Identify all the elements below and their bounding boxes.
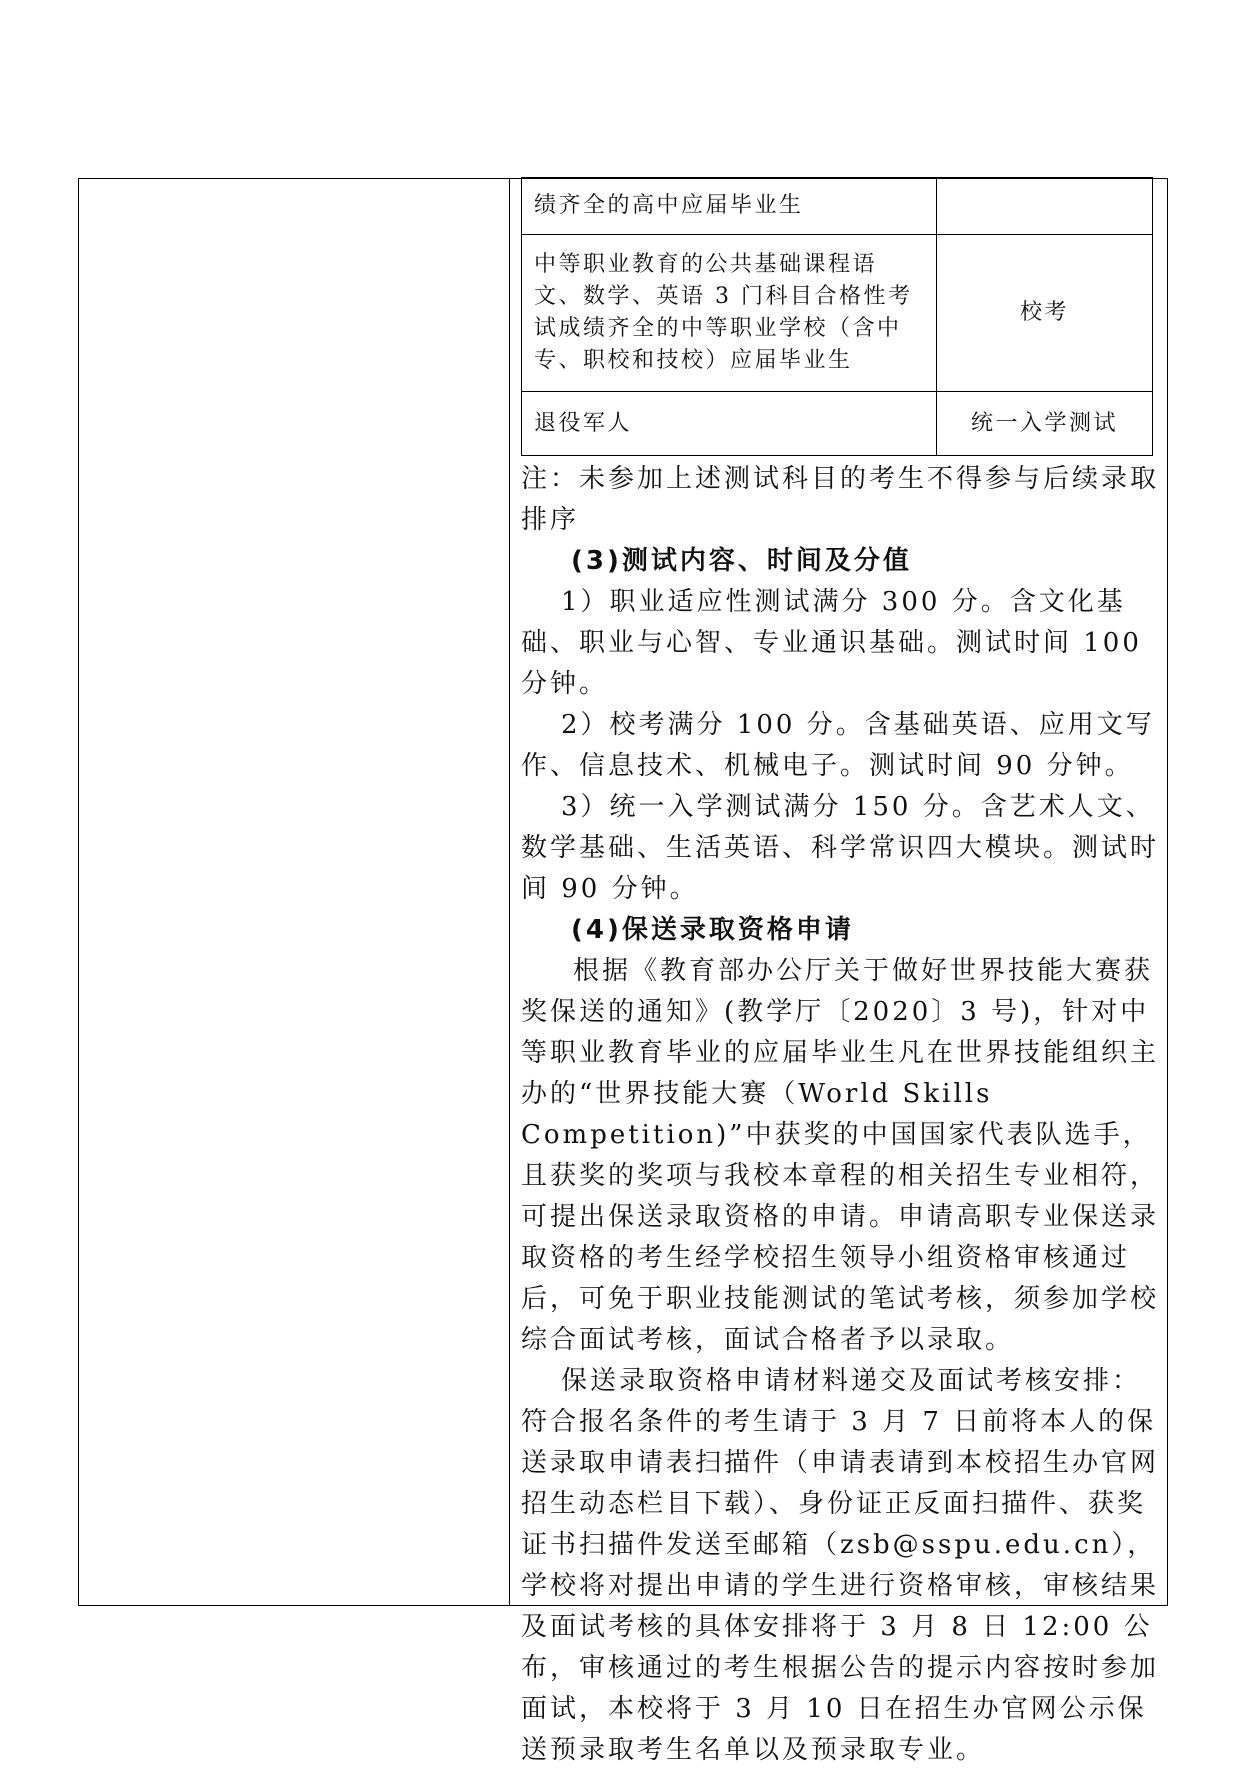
column-divider: [509, 179, 510, 1605]
right-cell: [511, 179, 1167, 1765]
table-row: [522, 178, 1153, 235]
test-item-2: 2）校考满分 100 分。含基础英语、应用文写作、信息技术、机械电子。测试时间 90 分钟。: [521, 710, 1155, 781]
paragraph-application-procedure: 保送录取资格申请材料递交及面试考核安排：符合报名条件的考生请于 3 月 7 日前将本人的保送录取申请表扫描件（申请表请到本校招生办官网招生动态栏目下载）、身份证正反面扫描件、获奖证书扫描件发送至邮箱（zsb@sspu.edu.cn），学校将对提出申请的学生进行资格审核，审核结果及面试考核的具体安排将于 3 月 8 日 12:00 公布，审核通过的考生根据公告的提示内容按时参加面试，本校将于 3 月 10 日在招生办官网公示保送预录取考生名单以及预录取专业。: [521, 1366, 1160, 1765]
content-body: [521, 459, 1167, 1771]
table-row: [522, 235, 1153, 392]
test-type-table: [521, 177, 1153, 456]
table-cell-test: 校考: [937, 235, 1153, 392]
section-heading-3: (3)测试内容、时间及分值: [571, 546, 912, 576]
table-row: [522, 392, 1153, 456]
table-cell-test: [937, 178, 1153, 235]
outer-table: [78, 178, 1168, 1765]
section-heading-4: (4)保送录取资格申请: [571, 915, 854, 945]
paragraph-recommendation-basis: 根据《教育部办公厅关于做好世界技能大赛获奖保送的通知》(教学厅〔2020〕3 号)，针对中等职业教育毕业的应届毕业生凡在世界技能组织主办的“世界技能大赛（World Skills Competition)”中获奖的中国国家代表队选手，且获奖的奖项与我校本章程的相关招生专业相符，可提出保送录取资格的申请。申请高职专业保送录取资格的考生经学校招生领导小组资格审核通过后，可免于职业技能测试的笔试考核，须参加学校综合面试考核，面试合格者予以录取。: [521, 956, 1160, 1355]
table-cell-group: 退役军人: [522, 392, 937, 456]
table-cell-group: 绩齐全的高中应届毕业生: [522, 178, 937, 235]
test-item-1: 1）职业适应性测试满分 300 分。含文化基础、职业与心智、专业通识基础。测试时间 100 分钟。: [521, 587, 1142, 699]
table-note: 注：未参加上述测试科目的考生不得参与后续录取排序: [521, 464, 1160, 535]
table-cell-test: 统一入学测试: [937, 392, 1153, 456]
test-item-3: 3）统一入学测试满分 150 分。含艺术人文、数学基础、生活英语、科学常识四大模块。测试时间 90 分钟。: [521, 792, 1160, 904]
table-cell-group: 中等职业教育的公共基础课程语文、数学、英语 3 门科目合格性考试成绩齐全的中等职业学校（含中专、职校和技校）应届毕业生: [522, 235, 937, 392]
